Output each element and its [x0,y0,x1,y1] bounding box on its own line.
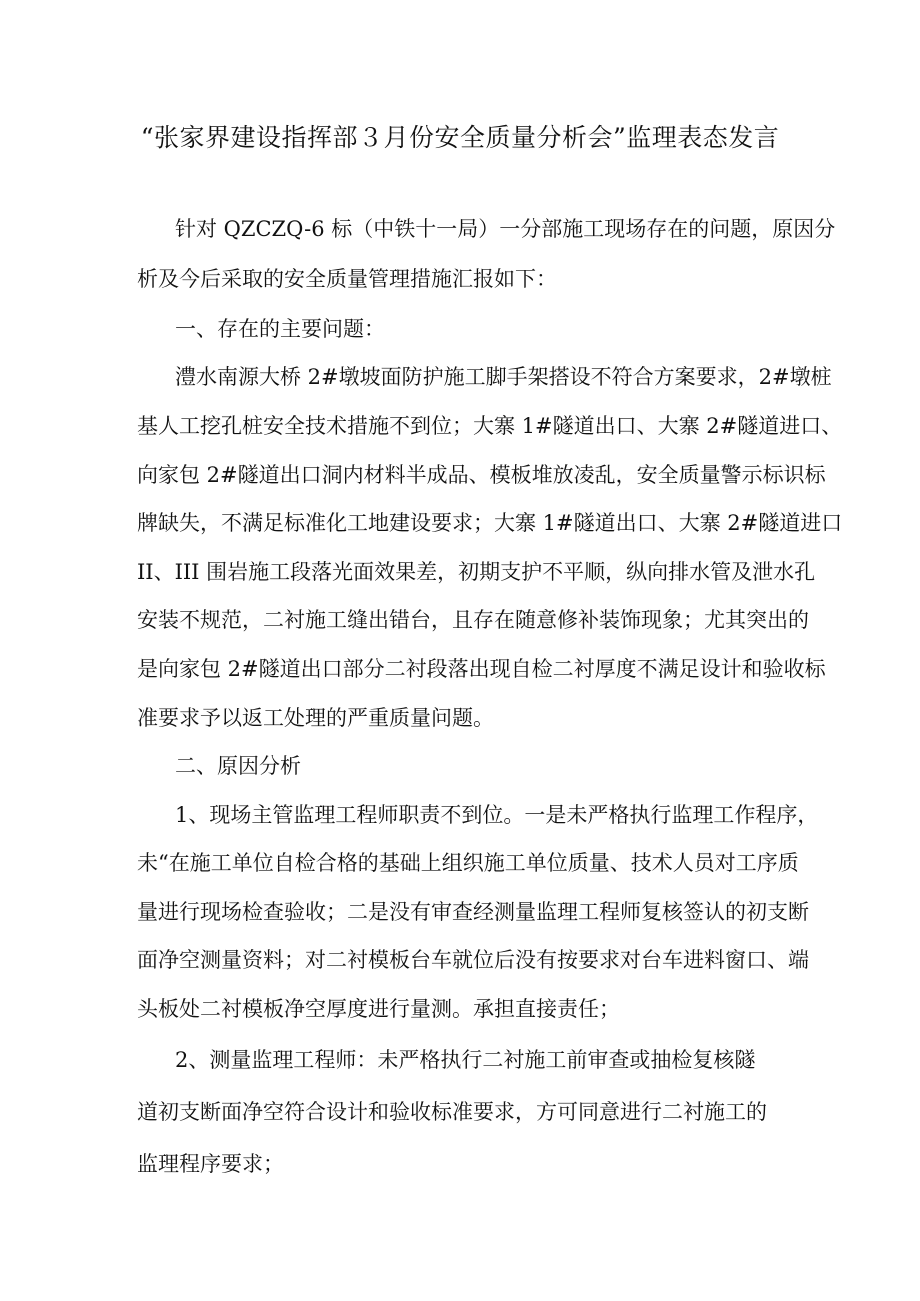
causes-line-1: 1、现场主管监理工程师职责不到位。一是未严格执行监理工作程序， [175,803,819,827]
intro-line-2: 析及今后采取的安全质量管理措施汇报如下： [137,267,557,291]
section-heading-problems: 一、存在的主要问题： [175,317,385,341]
problems-line-3: 向家包 2#隧道出口洞内材料半成品、模板堆放凌乱，安全质量警示标识标 [137,463,826,487]
document-title: “张家界建设指挥部３月份安全质量分析会”监理表态发言 [140,123,780,152]
problems-line-2: 基人工挖孔桩安全技术措施不到位；大寨 1#隧道出口、大寨 2#隧道进口、 [137,414,843,438]
survey-line-2: 道初支断面净空符合设计和验收标准要求，方可同意进行二衬施工的 [137,1100,767,1124]
problems-line-4: 牌缺失，不满足标准化工地建设要求；大寨 1#隧道出口、大寨 2#隧道进口 [137,511,843,535]
intro-line-1: 针对 QZCZQ-6 标（中铁十一局）一分部施工现场存在的问题，原因分 [175,217,836,241]
problems-line-8: 准要求予以返工处理的严重质量问题。 [137,706,494,730]
problems-line-6: 安装不规范，二衬施工缝出错台，且存在随意修补装饰现象；尤其突出的 [137,608,809,632]
section-heading-causes: 二、原因分析 [175,754,301,778]
causes-line-2: 未“在施工单位自检合格的基础上组织施工单位质量、技术人员对工序质 [137,851,799,875]
survey-line-3: 监理程序要求； [137,1152,284,1176]
causes-line-3: 量进行现场检查验收；二是没有审查经测量监理工程师复核签认的初支断 [137,900,809,924]
problems-line-1: 澧水南源大桥 2#墩坡面防护施工脚手架搭设不符合方案要求，2#墩桩 [175,365,832,389]
problems-line-7: 是向家包 2#隧道出口部分二衬段落出现自检二衬厚度不满足设计和验收标 [137,657,826,681]
causes-line-4: 面净空测量资料；对二衬模板台车就位后没有按要求对台车进料窗口、端 [137,948,809,972]
problems-line-5: II、III 围岩施工段落光面效果差，初期支护不平顺，纵向排水管及泄水孔 [137,560,816,584]
survey-line-1: 2、测量监理工程师：未严格执行二衬施工前审查或抽检复核隧 [175,1048,756,1072]
causes-line-5: 头板处二衬模板净空厚度进行量测。承担直接责任； [137,997,620,1021]
